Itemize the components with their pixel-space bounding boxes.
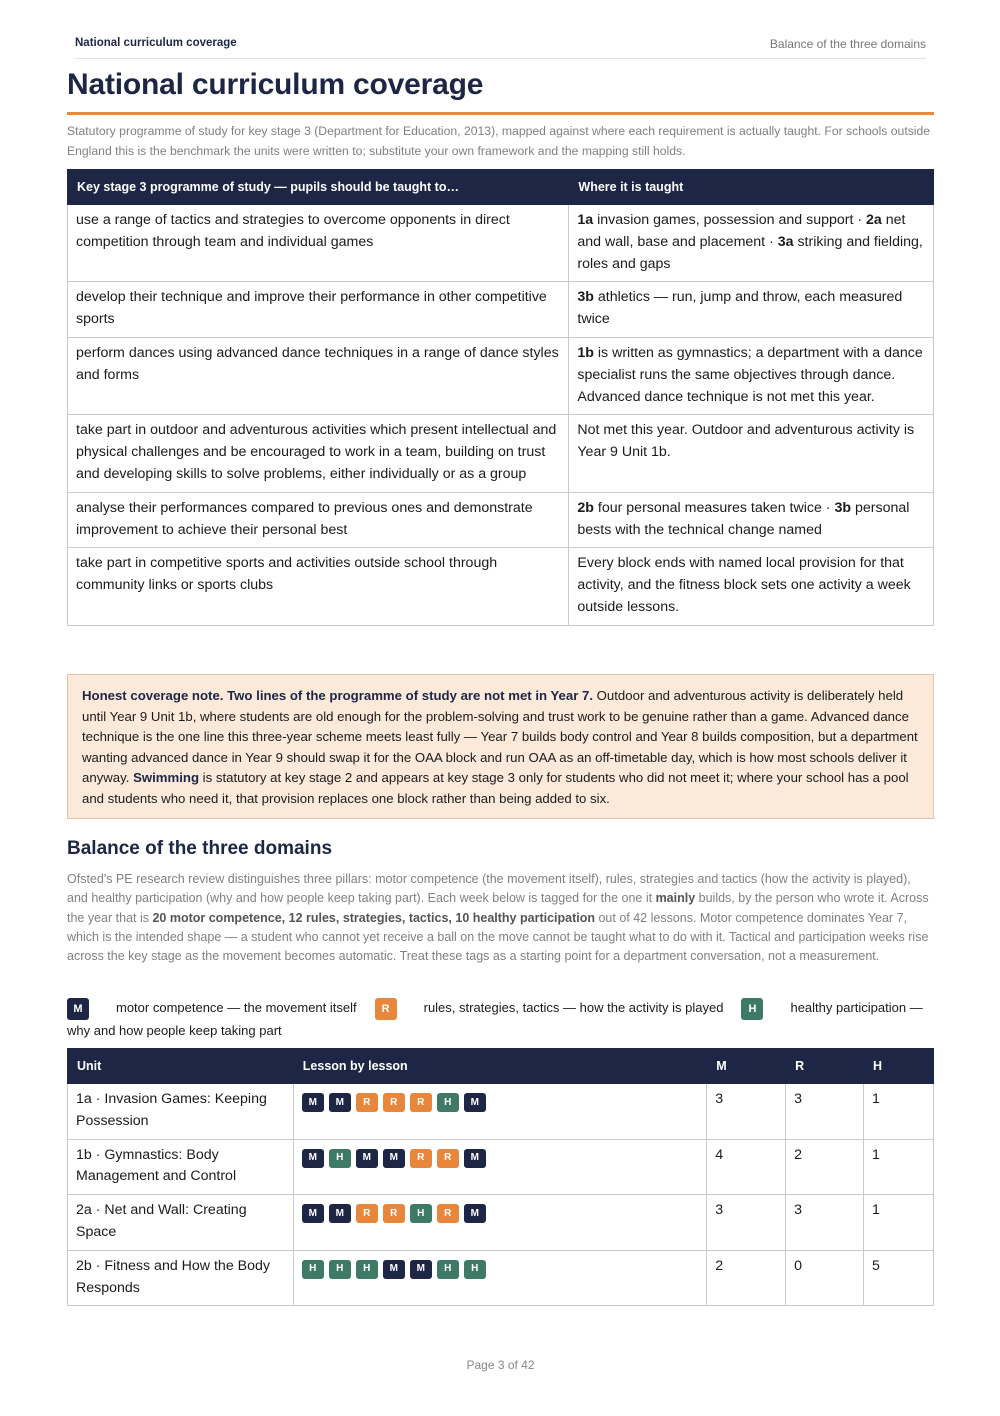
text-run: is written as gymnastics; a department with a dance specialist runs the same objectives through dance. Advanced dance technique is not met this year. (577, 344, 923, 405)
bold-text: 1b (577, 344, 594, 361)
where-taught-cell (569, 415, 934, 492)
count-h-cell: 1 (864, 1084, 934, 1140)
text-run: Ofsted's PE research review distinguishes three pillars: motor competence (the movement itself), rules, strategies and tactics (how the activity is played), and healthy participation (why and how people keep taking part). Each week below is tagged for the one it (67, 872, 911, 906)
lesson-badge-m: M (302, 1149, 324, 1168)
lesson-badge-r: R (410, 1149, 432, 1168)
count-r-cell: 0 (786, 1250, 864, 1306)
where-taught-cell (569, 548, 934, 625)
where-taught-cell (569, 492, 934, 548)
units-table (67, 1048, 934, 1306)
count-h-cell: 1 (864, 1195, 934, 1251)
unit-cell: 1a · Invasion Games: Keeping Possession (68, 1084, 294, 1140)
text-run: personal bests with the technical change named (577, 499, 910, 538)
where-taught-cell (569, 205, 934, 282)
lesson-badge-r: R (383, 1204, 405, 1223)
text-run: Outdoor and adventurous activity is deliberately held until Year 9 Unit 1b, where students are old enough for the problem-solving and trust work to be genuine rather than a game. Advanced dance technique is the one line this three-year scheme meets least fully — Year 7 builds body control and Year 8 builds composition, but a department wanting advanced dance in Year 9 should swap it for the OAA block and run OAA as an off-timetable day, which is how most schools deliver it anyway. (82, 688, 918, 786)
requirement-cell: take part in competitive sports and activities outside school through community links or sports clubs (68, 548, 569, 625)
lesson-badge-h: H (437, 1260, 459, 1279)
column-header-lessons: Lesson by lesson (293, 1049, 706, 1084)
lesson-badge-m: M (464, 1093, 486, 1112)
column-header-m: M (707, 1049, 786, 1084)
lesson-badge-h: H (329, 1260, 351, 1279)
table-row (68, 282, 934, 338)
text-run: net and wall, base and placement · (577, 212, 906, 250)
legend-label: healthy participation — why and how people keep taking part (67, 1000, 923, 1038)
text-run: striking and fielding, roles and gaps (577, 233, 923, 272)
where-taught-cell (569, 282, 934, 338)
ks3-table-body (68, 205, 934, 626)
bold-text: Honest coverage note. Two lines of the programme of study are not met in Year 7. (82, 688, 594, 703)
table-header-row (68, 1049, 934, 1084)
count-m-cell: 4 (707, 1139, 786, 1195)
text-run: builds, by the person who wrote it. Across the year that is (67, 891, 929, 925)
text-run: four personal measures taken twice · (593, 499, 835, 516)
requirement-cell: develop their technique and improve their performance in other competitive sports (68, 282, 569, 338)
document-page (67, 0, 934, 1416)
domain-badge-h: H (741, 998, 763, 1020)
domain-badge-r: R (375, 998, 397, 1020)
page-number: Page 3 of 42 (466, 1358, 535, 1372)
lesson-badge-m: M (302, 1093, 324, 1112)
lesson-badge-m: M (410, 1260, 432, 1279)
text-run: Not met this year. Outdoor and adventurous activity is Year 9 Unit 1b. (577, 422, 915, 461)
bold-text: 2b (577, 499, 594, 516)
column-header-h: H (864, 1049, 934, 1084)
requirement-cell: take part in outdoor and adventurous activities which present intellectual and physical challenges and be encouraged to work in a team, building on trust and developing skills to solve problems, either individually or as a group (68, 415, 569, 492)
requirement-cell: perform dances using advanced dance techniques in a range of dance styles and forms (68, 337, 569, 414)
table-row (68, 1195, 934, 1251)
legend-label: motor competence — the movement itself (116, 1000, 357, 1015)
bold-text: 2a (866, 212, 882, 228)
domain-badge-m: M (67, 998, 89, 1020)
bold-text: 3b (577, 289, 594, 306)
unit-cell: 2b · Fitness and How the Body Responds (68, 1250, 294, 1306)
legend-item (375, 1000, 742, 1015)
table-row (68, 1250, 934, 1306)
lesson-badge-r: R (356, 1204, 378, 1223)
text-run: Every block ends with named local provision for that activity, and the fitness block sets one activity a week outside lessons. (577, 555, 911, 615)
column-header-programme: Key stage 3 programme of study — pupils should be taught to… (68, 170, 569, 205)
lesson-badge-r: R (356, 1093, 378, 1112)
lesson-badge-r: R (437, 1204, 459, 1223)
text-run: out of 42 lessons. Motor competence dominates Year 7, which is the intended shape — a student who cannot yet receive a ball on the move cannot be taught what to do with it. Tactical and participation weeks rise across the key stage as the movement becomes automatic. Treat these tags as a starting point for a department conversation, not a measurement. (67, 910, 929, 964)
column-header-unit: Unit (68, 1049, 294, 1084)
lesson-badge-m: M (302, 1204, 324, 1223)
bold-text: 1a (577, 212, 594, 228)
ks3-coverage-table (67, 169, 934, 626)
intro-paragraph: Statutory programme of study for key stage 3 (Department for Education, 2013), mapped against where each requirement is actually taught. For schools outside England this is the benchmark the units were written to; substitute your own framework and the mapping still holds. (67, 124, 931, 158)
text-run: athletics — run, jump and throw, each measured twice (577, 289, 903, 328)
column-header-where-taught: Where it is taught (569, 170, 934, 205)
unit-cell: 1b · Gymnastics: Body Management and Control (68, 1139, 294, 1195)
column-header-r: R (786, 1049, 864, 1084)
unit-cell: 2a · Net and Wall: Creating Space (68, 1195, 294, 1251)
lessons-cell (293, 1195, 706, 1251)
lesson-badge-h: H (329, 1149, 351, 1168)
section-title: Balance of the three domains (67, 838, 333, 859)
bold-text: 20 motor competence, 12 rules, strategies, tactics, 10 healthy participation (152, 910, 595, 925)
count-h-cell: 1 (864, 1139, 934, 1195)
table-row (68, 415, 934, 492)
units-table-body (68, 1084, 934, 1306)
lesson-badge-m: M (356, 1149, 378, 1168)
lesson-badge-m: M (329, 1093, 351, 1112)
text-run: is statutory at key stage 2 and appears at key stage 3 only for students who did not meet it; where your school has a pool and students who need it, that provision replaces one block rather than being added to six. (82, 770, 909, 806)
lesson-badge-h: H (410, 1204, 432, 1223)
bold-text: Swimming (133, 770, 200, 786)
running-header-left: National curriculum coverage (75, 37, 237, 49)
lesson-badge-h: H (464, 1260, 486, 1279)
text-run: invasion games, possession and support · (593, 212, 867, 228)
table-row (68, 1139, 934, 1195)
legend-label: rules, strategies, tactics — how the activity is played (423, 1000, 724, 1015)
count-r-cell: 3 (786, 1084, 864, 1140)
lesson-badge-m: M (329, 1204, 351, 1223)
where-taught-cell (569, 337, 934, 414)
lesson-badge-h: H (437, 1093, 459, 1112)
legend-item (67, 1000, 375, 1015)
lesson-badge-r: R (383, 1093, 405, 1112)
bold-text: mainly (655, 891, 696, 906)
lesson-badge-h: H (302, 1260, 324, 1279)
table-row (68, 492, 934, 548)
count-r-cell: 2 (786, 1139, 864, 1195)
count-h-cell: 5 (864, 1250, 934, 1306)
bold-text: 3a (777, 233, 794, 250)
count-m-cell: 2 (707, 1250, 786, 1306)
lessons-cell (293, 1250, 706, 1306)
requirement-cell: analyse their performances compared to previous ones and demonstrate improvement to achieve their personal best (68, 492, 569, 548)
section-paragraph (67, 870, 934, 966)
running-header-right: Balance of the three domains (769, 37, 926, 51)
lesson-badge-m: M (383, 1260, 405, 1279)
coverage-note (67, 674, 934, 819)
count-r-cell: 3 (786, 1195, 864, 1251)
lesson-badge-r: R (437, 1149, 459, 1168)
lesson-badge-m: M (464, 1149, 486, 1168)
count-m-cell: 3 (707, 1195, 786, 1251)
bold-text: 3b (834, 499, 852, 516)
table-row (68, 337, 934, 414)
running-header (75, 37, 926, 59)
requirement-cell: use a range of tactics and strategies to overcome opponents in direct competition through team and individual games (68, 205, 569, 282)
page-title: National curriculum coverage (67, 68, 934, 115)
lesson-badge-m: M (464, 1204, 486, 1223)
table-header-row (68, 170, 934, 205)
lesson-badge-r: R (410, 1093, 432, 1112)
lesson-badge-m: M (383, 1149, 405, 1168)
lesson-badge-h: H (356, 1260, 378, 1279)
table-row (68, 548, 934, 625)
lessons-cell (293, 1139, 706, 1195)
lessons-cell (293, 1084, 706, 1140)
domain-legend (67, 997, 934, 1042)
count-m-cell: 3 (707, 1084, 786, 1140)
table-row (68, 205, 934, 282)
table-row (68, 1084, 934, 1140)
